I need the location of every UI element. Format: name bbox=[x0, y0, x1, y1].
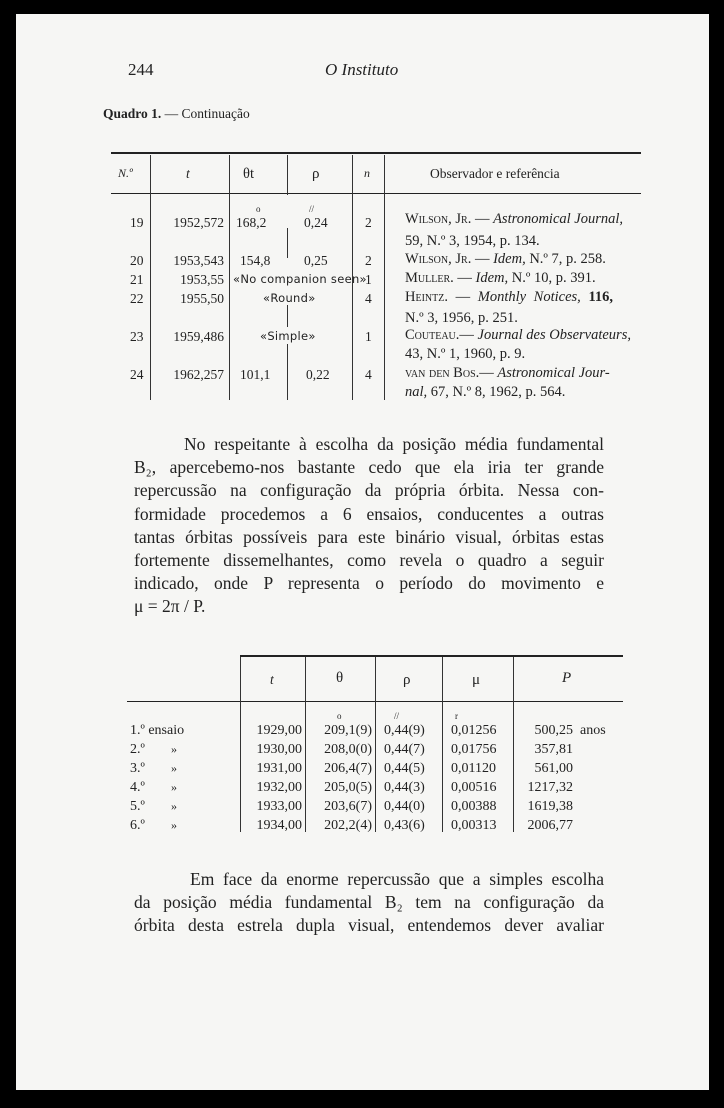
theta-cell: 205,0(5) bbox=[324, 780, 372, 795]
body-paragraph bbox=[134, 868, 604, 938]
table2-top-rule bbox=[240, 655, 623, 657]
text-line: tantas órbitas possíveis para este binário visual, órbitas estas bbox=[134, 526, 604, 547]
row-number: 23 bbox=[130, 329, 144, 344]
trial-label: 6.º bbox=[130, 818, 145, 833]
period-cell: 357,81 bbox=[534, 742, 573, 757]
n-cell: 4 bbox=[365, 367, 372, 382]
table1-col-divider bbox=[287, 228, 288, 258]
text-line: μ = 2π / P. bbox=[134, 596, 206, 617]
col-header-no: N.º bbox=[118, 166, 133, 180]
table2-col-divider bbox=[513, 657, 514, 832]
mu-cell: 0,00313 bbox=[451, 818, 497, 833]
observation-note: «No companion seen» bbox=[233, 272, 367, 286]
row-number: 24 bbox=[130, 367, 144, 382]
ref-journal: Monthly Notices, bbox=[477, 289, 581, 305]
ref-journal: Astronomical Journal, bbox=[493, 211, 624, 227]
col-header-theta: θt bbox=[243, 166, 254, 182]
epoch-cell: 1929,00 bbox=[256, 723, 302, 738]
text-line: fortemente dissemelhantes, como revela o quadro a seguir bbox=[134, 550, 604, 571]
table2-col-divider bbox=[442, 657, 443, 832]
text-line: No respeitante à escolha da posição média fundamental bbox=[184, 434, 604, 454]
period-cell: 2006,77 bbox=[527, 818, 573, 833]
trial-label: 1.º ensaio bbox=[130, 723, 185, 738]
period-cell: 1217,32 bbox=[527, 780, 573, 795]
reference-cell bbox=[405, 251, 606, 268]
rho-cell: 0,44(3) bbox=[384, 780, 425, 795]
ref-separator: — bbox=[479, 365, 498, 381]
mu-cell: 0,00516 bbox=[451, 780, 497, 795]
reference-cell bbox=[405, 211, 623, 228]
ref-journal: Idem, bbox=[475, 270, 509, 286]
reference-cell bbox=[405, 365, 610, 382]
col-header-t: t bbox=[186, 166, 190, 181]
epoch-cell: 1953,543 bbox=[173, 253, 224, 268]
ditto-mark: » bbox=[171, 818, 177, 832]
trial-label: 3.º bbox=[130, 761, 145, 776]
text-line: repercussão na configuração da própria órbita. Nessa con- bbox=[134, 480, 604, 501]
trial-label: 4.º bbox=[130, 780, 145, 795]
text-line: indicado, onde P representa o período do movimento e bbox=[134, 573, 604, 594]
reference-cell bbox=[405, 327, 631, 344]
epoch-cell: 1931,00 bbox=[256, 761, 302, 776]
epoch-cell: 1959,486 bbox=[173, 329, 224, 344]
table2-col-divider bbox=[240, 657, 241, 832]
ref-author: van den Bos. bbox=[405, 365, 480, 381]
col-header-t: t bbox=[270, 672, 274, 687]
ref-details: N.º 10, p. 391. bbox=[508, 270, 596, 286]
rho-cell: 0,25 bbox=[304, 253, 328, 268]
col-header-observer: Observador e referência bbox=[430, 166, 560, 181]
theta-cell: 203,6(7) bbox=[324, 799, 372, 814]
unit-arcsec: // bbox=[309, 204, 315, 214]
ditto-mark: » bbox=[171, 761, 177, 775]
epoch-cell: 1934,00 bbox=[256, 818, 302, 833]
ref-details: 67, N.º 8, 1962, p. 564. bbox=[427, 384, 566, 400]
ref-separator: — bbox=[471, 251, 494, 267]
n-cell: 1 bbox=[365, 329, 372, 344]
page-number: 244 bbox=[128, 60, 154, 79]
table1-col-divider bbox=[150, 155, 151, 400]
table1-top-rule bbox=[111, 152, 641, 154]
col-header-n: n bbox=[364, 166, 370, 180]
unit-degrees: o bbox=[256, 204, 261, 214]
theta-cell: 209,1(9) bbox=[324, 723, 372, 738]
text-line: formidade procedemos a 6 ensaios, conducentes a outras bbox=[134, 503, 604, 524]
n-cell: 2 bbox=[365, 215, 372, 230]
row-number: 19 bbox=[130, 215, 144, 230]
text-line: Em face da enorme repercussão que a simples escolha bbox=[190, 869, 604, 889]
rho-cell: 0,44(5) bbox=[384, 761, 425, 776]
ref-author: Wilson, Jr. bbox=[405, 211, 472, 227]
ref-author: Heintz. bbox=[405, 289, 448, 305]
table-caption bbox=[103, 106, 250, 122]
table2-col-divider bbox=[305, 657, 306, 832]
ref-separator: — bbox=[447, 289, 478, 305]
theta-cell: 101,1 bbox=[240, 367, 271, 382]
text-line: da posição média fundamental B₂ tem na configuração da bbox=[134, 892, 604, 913]
ditto-mark: » bbox=[171, 780, 177, 794]
text-line: B₂, apercebemo-nos bastante cedo que ela iria ter grande bbox=[134, 457, 604, 478]
reference-cell bbox=[405, 289, 613, 306]
running-title: O Instituto bbox=[325, 60, 399, 79]
ref-author: Muller. bbox=[405, 270, 454, 286]
epoch-cell: 1930,00 bbox=[256, 742, 302, 757]
observation-note: «Simple» bbox=[260, 329, 316, 343]
ref-author: Couteau. bbox=[405, 327, 460, 343]
unit-arcsec: // bbox=[394, 711, 400, 721]
mu-cell: 0,01120 bbox=[451, 761, 496, 776]
reference-cont: 59, N.º 3, 1954, p. 134. bbox=[405, 233, 540, 249]
col-header-rho: ρ bbox=[403, 672, 411, 688]
ditto-mark: » bbox=[171, 742, 177, 756]
ref-journal: nal, bbox=[405, 384, 428, 400]
col-header-period: P bbox=[562, 670, 572, 686]
table1-header-rule bbox=[111, 193, 641, 194]
rho-cell: 0,22 bbox=[306, 367, 330, 382]
caption-text: — Continuação bbox=[161, 106, 250, 121]
ditto-mark: » bbox=[171, 799, 177, 813]
table1-col-divider bbox=[287, 344, 288, 400]
rho-cell: 0,44(7) bbox=[384, 742, 425, 757]
rho-cell: 0,44(0) bbox=[384, 799, 425, 814]
reference-cont: N.º 3, 1956, p. 251. bbox=[405, 310, 518, 326]
theta-cell: 168,2 bbox=[236, 215, 267, 230]
epoch-cell: 1952,572 bbox=[173, 215, 224, 230]
ref-details: N.º 7, p. 258. bbox=[525, 251, 606, 267]
epoch-cell: 1955,50 bbox=[180, 291, 224, 306]
period-cell: 561,00 bbox=[534, 761, 573, 776]
reference-cell bbox=[405, 270, 596, 287]
rho-cell: 0,44(9) bbox=[384, 723, 425, 738]
period-cell: 1619,38 bbox=[527, 799, 573, 814]
mu-cell: 0,01256 bbox=[451, 723, 497, 738]
ref-journal: Astronomical Jour- bbox=[497, 365, 610, 381]
epoch-cell: 1953,55 bbox=[180, 272, 224, 287]
reference-cont: 43, N.º 1, 1960, p. 9. bbox=[405, 346, 526, 362]
table1-col-divider bbox=[384, 155, 385, 400]
period-cell: 500,25 bbox=[534, 723, 573, 738]
observation-note: «Round» bbox=[263, 291, 316, 305]
table1-col-divider bbox=[287, 155, 288, 195]
table1-col-divider bbox=[229, 155, 230, 400]
ref-volume: 116, bbox=[580, 289, 614, 305]
row-number: 21 bbox=[130, 272, 144, 287]
caption-label: Quadro 1. bbox=[103, 106, 162, 121]
mu-cell: 0,00388 bbox=[451, 799, 497, 814]
unit-degrees: o bbox=[337, 711, 342, 721]
period-unit: anos bbox=[580, 723, 606, 738]
reference-cont bbox=[405, 384, 565, 401]
trial-label: 2.º bbox=[130, 742, 145, 757]
body-paragraph bbox=[134, 433, 604, 619]
n-cell: 1 bbox=[365, 272, 372, 287]
ref-separator: — bbox=[459, 327, 478, 343]
row-number: 22 bbox=[130, 291, 144, 306]
text-line: órbita desta estrela dupla visual, entendemos dever avaliar bbox=[134, 915, 604, 936]
ref-journal: Journal des Observateurs, bbox=[477, 327, 631, 343]
trial-label: 5.º bbox=[130, 799, 145, 814]
n-cell: 2 bbox=[365, 253, 372, 268]
ref-journal: Idem, bbox=[493, 251, 526, 267]
epoch-cell: 1933,00 bbox=[256, 799, 302, 814]
mu-cell: 0,01756 bbox=[451, 742, 497, 757]
col-header-mu: μ bbox=[472, 672, 481, 688]
row-number: 20 bbox=[130, 253, 144, 268]
theta-cell: 202,2(4) bbox=[324, 818, 372, 833]
ref-author: Wilson, Jr. bbox=[405, 251, 472, 267]
rho-cell: 0,43(6) bbox=[384, 818, 425, 833]
epoch-cell: 1932,00 bbox=[256, 780, 302, 795]
theta-cell: 208,0(0) bbox=[324, 742, 372, 757]
table2-col-divider bbox=[375, 657, 376, 832]
ref-separator: — bbox=[471, 211, 494, 227]
theta-cell: 206,4(7) bbox=[324, 761, 372, 776]
col-header-theta: θ bbox=[336, 670, 344, 686]
ref-separator: — bbox=[453, 270, 476, 286]
table1-col-divider bbox=[287, 305, 288, 327]
rho-cell: 0,24 bbox=[304, 215, 328, 230]
col-header-rho: ρ bbox=[312, 166, 320, 182]
epoch-cell: 1962,257 bbox=[173, 367, 224, 382]
unit-radians: r bbox=[455, 711, 458, 721]
n-cell: 4 bbox=[365, 291, 372, 306]
theta-cell: 154,8 bbox=[240, 253, 271, 268]
